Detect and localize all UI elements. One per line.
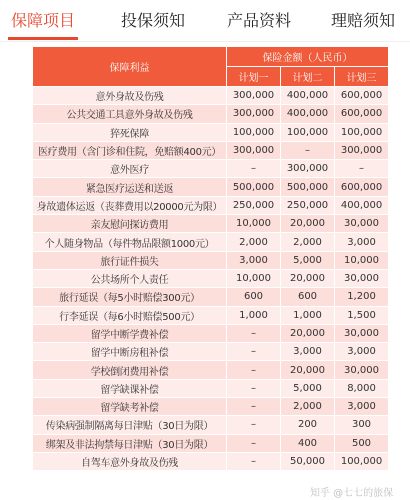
benefit-cell: 公共交通工具意外身故及伤残 bbox=[33, 105, 227, 123]
plan-3-amount-cell: 100,000 bbox=[335, 452, 389, 470]
tab-label: 产品资料 bbox=[226, 11, 291, 30]
benefit-cell: 绑架及非法拘禁每日津贴（30日为限） bbox=[33, 434, 227, 452]
benefit-cell: 留学中断房租补偿 bbox=[33, 343, 227, 361]
table-row bbox=[33, 251, 389, 269]
plan-1-amount-cell: 10,000 bbox=[227, 215, 281, 233]
table-row bbox=[33, 160, 389, 178]
table-row bbox=[33, 215, 389, 233]
benefit-cell: 意外医疗 bbox=[33, 160, 227, 178]
tab-label: 理赔须知 bbox=[330, 11, 395, 30]
tab-label: 投保须知 bbox=[120, 11, 185, 30]
plan-1-amount-cell: 300,000 bbox=[227, 141, 281, 159]
amount-column-header: 保险金额（人民币） bbox=[227, 47, 389, 67]
table-row bbox=[33, 178, 389, 196]
benefit-cell: 留学中断学费补偿 bbox=[33, 324, 227, 342]
plan-3-amount-cell: 3,000 bbox=[335, 398, 389, 416]
plan-2-amount-cell: 400,000 bbox=[281, 87, 335, 105]
plan-header-1: 计划一 bbox=[227, 67, 281, 87]
active-tab-indicator bbox=[8, 37, 78, 40]
plan-2-amount-cell: 50,000 bbox=[281, 452, 335, 470]
plan-3-amount-cell: 30,000 bbox=[335, 361, 389, 379]
tab-coverage-items[interactable] bbox=[8, 8, 78, 36]
table-row bbox=[33, 269, 389, 287]
table-row bbox=[33, 196, 389, 214]
table-row bbox=[33, 361, 389, 379]
plan-1-amount-cell: – bbox=[227, 379, 281, 397]
plan-3-amount-cell: 100,000 bbox=[335, 123, 389, 141]
plan-2-amount-cell: 600 bbox=[281, 288, 335, 306]
table-row bbox=[33, 379, 389, 397]
plan-3-amount-cell: 1,500 bbox=[335, 306, 389, 324]
tab-label: 保障项目 bbox=[10, 11, 75, 30]
plan-2-amount-cell: 2,000 bbox=[281, 398, 335, 416]
plan-3-amount-cell: 300 bbox=[335, 416, 389, 434]
plan-3-amount-cell: 400,000 bbox=[335, 196, 389, 214]
plan-1-amount-cell: – bbox=[227, 452, 281, 470]
plan-3-amount-cell: 600,000 bbox=[335, 87, 389, 105]
plan-2-amount-cell: 500,000 bbox=[281, 178, 335, 196]
table-row bbox=[33, 434, 389, 452]
plan-header-3: 计划三 bbox=[335, 67, 389, 87]
plan-2-amount-cell: 100,000 bbox=[281, 123, 335, 141]
plan-1-amount-cell: 300,000 bbox=[227, 87, 281, 105]
plan-1-amount-cell: – bbox=[227, 398, 281, 416]
plan-3-amount-cell: 600,000 bbox=[335, 105, 389, 123]
plan-1-amount-cell: 1,000 bbox=[227, 306, 281, 324]
benefit-cell: 学校倒闭费用补偿 bbox=[33, 361, 227, 379]
table-row bbox=[33, 233, 389, 251]
plan-3-amount-cell: 300,000 bbox=[335, 141, 389, 159]
tab-product-info[interactable] bbox=[224, 8, 294, 36]
watermark: 知乎 @七七的旅保 bbox=[310, 488, 394, 499]
table-row bbox=[33, 324, 389, 342]
benefit-cell: 传染病强制隔离每日津贴（30日为限） bbox=[33, 416, 227, 434]
benefit-cell: 留学缺课补偿 bbox=[33, 379, 227, 397]
tab-claim-notice[interactable] bbox=[328, 8, 398, 36]
table-row bbox=[33, 288, 389, 306]
table-row bbox=[33, 398, 389, 416]
plan-2-amount-cell: 300,000 bbox=[281, 160, 335, 178]
plan-header-2: 计划二 bbox=[281, 67, 335, 87]
plan-3-amount-cell: 3,000 bbox=[335, 343, 389, 361]
plan-2-amount-cell: 20,000 bbox=[281, 361, 335, 379]
plan-3-amount-cell: – bbox=[335, 160, 389, 178]
table-row bbox=[33, 343, 389, 361]
plan-1-amount-cell: – bbox=[227, 324, 281, 342]
coverage-table bbox=[32, 46, 389, 471]
table-row bbox=[33, 141, 389, 159]
plan-2-amount-cell: 20,000 bbox=[281, 215, 335, 233]
plan-1-amount-cell: – bbox=[227, 434, 281, 452]
tab-insurance-notice[interactable] bbox=[118, 8, 188, 36]
plan-3-amount-cell: 10,000 bbox=[335, 251, 389, 269]
plan-2-amount-cell: 20,000 bbox=[281, 269, 335, 287]
plan-2-amount-cell: 5,000 bbox=[281, 379, 335, 397]
table-row bbox=[33, 416, 389, 434]
table-row bbox=[33, 123, 389, 141]
plan-3-amount-cell: 1,200 bbox=[335, 288, 389, 306]
plan-1-amount-cell: 250,000 bbox=[227, 196, 281, 214]
plan-1-amount-cell: – bbox=[227, 343, 281, 361]
plan-1-amount-cell: – bbox=[227, 361, 281, 379]
plan-1-amount-cell: 500,000 bbox=[227, 178, 281, 196]
plan-2-amount-cell: 400,000 bbox=[281, 105, 335, 123]
benefit-cell: 个人随身物品（每件物品限额1000元） bbox=[33, 233, 227, 251]
table-row bbox=[33, 87, 389, 105]
benefit-cell: 公共场所个人责任 bbox=[33, 269, 227, 287]
benefit-cell: 旅行证件损失 bbox=[33, 251, 227, 269]
benefit-cell: 紧急医疗运送和送返 bbox=[33, 178, 227, 196]
benefit-cell: 意外身故及伤残 bbox=[33, 87, 227, 105]
plan-3-amount-cell: 8,000 bbox=[335, 379, 389, 397]
plan-3-amount-cell: 30,000 bbox=[335, 269, 389, 287]
plan-2-amount-cell: 1,000 bbox=[281, 306, 335, 324]
plan-1-amount-cell: 300,000 bbox=[227, 105, 281, 123]
plan-1-amount-cell: 600 bbox=[227, 288, 281, 306]
plan-1-amount-cell: – bbox=[227, 160, 281, 178]
table-row bbox=[33, 105, 389, 123]
benefit-cell: 留学缺考补偿 bbox=[33, 398, 227, 416]
benefit-cell: 自驾车意外身故及伤残 bbox=[33, 452, 227, 470]
plan-1-amount-cell: 3,000 bbox=[227, 251, 281, 269]
plan-1-amount-cell: 10,000 bbox=[227, 269, 281, 287]
table-row bbox=[33, 452, 389, 470]
coverage-table-body bbox=[33, 87, 389, 471]
plan-2-amount-cell: 3,000 bbox=[281, 343, 335, 361]
plan-1-amount-cell: – bbox=[227, 416, 281, 434]
plan-2-amount-cell: – bbox=[281, 141, 335, 159]
tab-bar bbox=[0, 0, 410, 42]
benefit-cell: 亲友慰问探访费用 bbox=[33, 215, 227, 233]
plan-2-amount-cell: 200 bbox=[281, 416, 335, 434]
plan-2-amount-cell: 5,000 bbox=[281, 251, 335, 269]
plan-3-amount-cell: 30,000 bbox=[335, 215, 389, 233]
plan-3-amount-cell: 30,000 bbox=[335, 324, 389, 342]
plan-2-amount-cell: 20,000 bbox=[281, 324, 335, 342]
benefit-cell: 行李延误（每6小时赔偿500元） bbox=[33, 306, 227, 324]
plan-3-amount-cell: 600,000 bbox=[335, 178, 389, 196]
plan-1-amount-cell: 2,000 bbox=[227, 233, 281, 251]
plan-3-amount-cell: 3,000 bbox=[335, 233, 389, 251]
benefit-cell: 身故遗体运返（丧葬费用以20000元为限） bbox=[33, 196, 227, 214]
plan-3-amount-cell: 500 bbox=[335, 434, 389, 452]
benefit-cell: 猝死保障 bbox=[33, 123, 227, 141]
plan-2-amount-cell: 250,000 bbox=[281, 196, 335, 214]
benefit-cell: 旅行延误（每5小时赔偿300元） bbox=[33, 288, 227, 306]
plan-1-amount-cell: 100,000 bbox=[227, 123, 281, 141]
plan-2-amount-cell: 400 bbox=[281, 434, 335, 452]
plan-2-amount-cell: 2,000 bbox=[281, 233, 335, 251]
table-row bbox=[33, 306, 389, 324]
benefit-cell: 医疗费用（含门诊和住院，免赔额400元） bbox=[33, 141, 227, 159]
benefit-column-header: 保障利益 bbox=[33, 47, 227, 87]
